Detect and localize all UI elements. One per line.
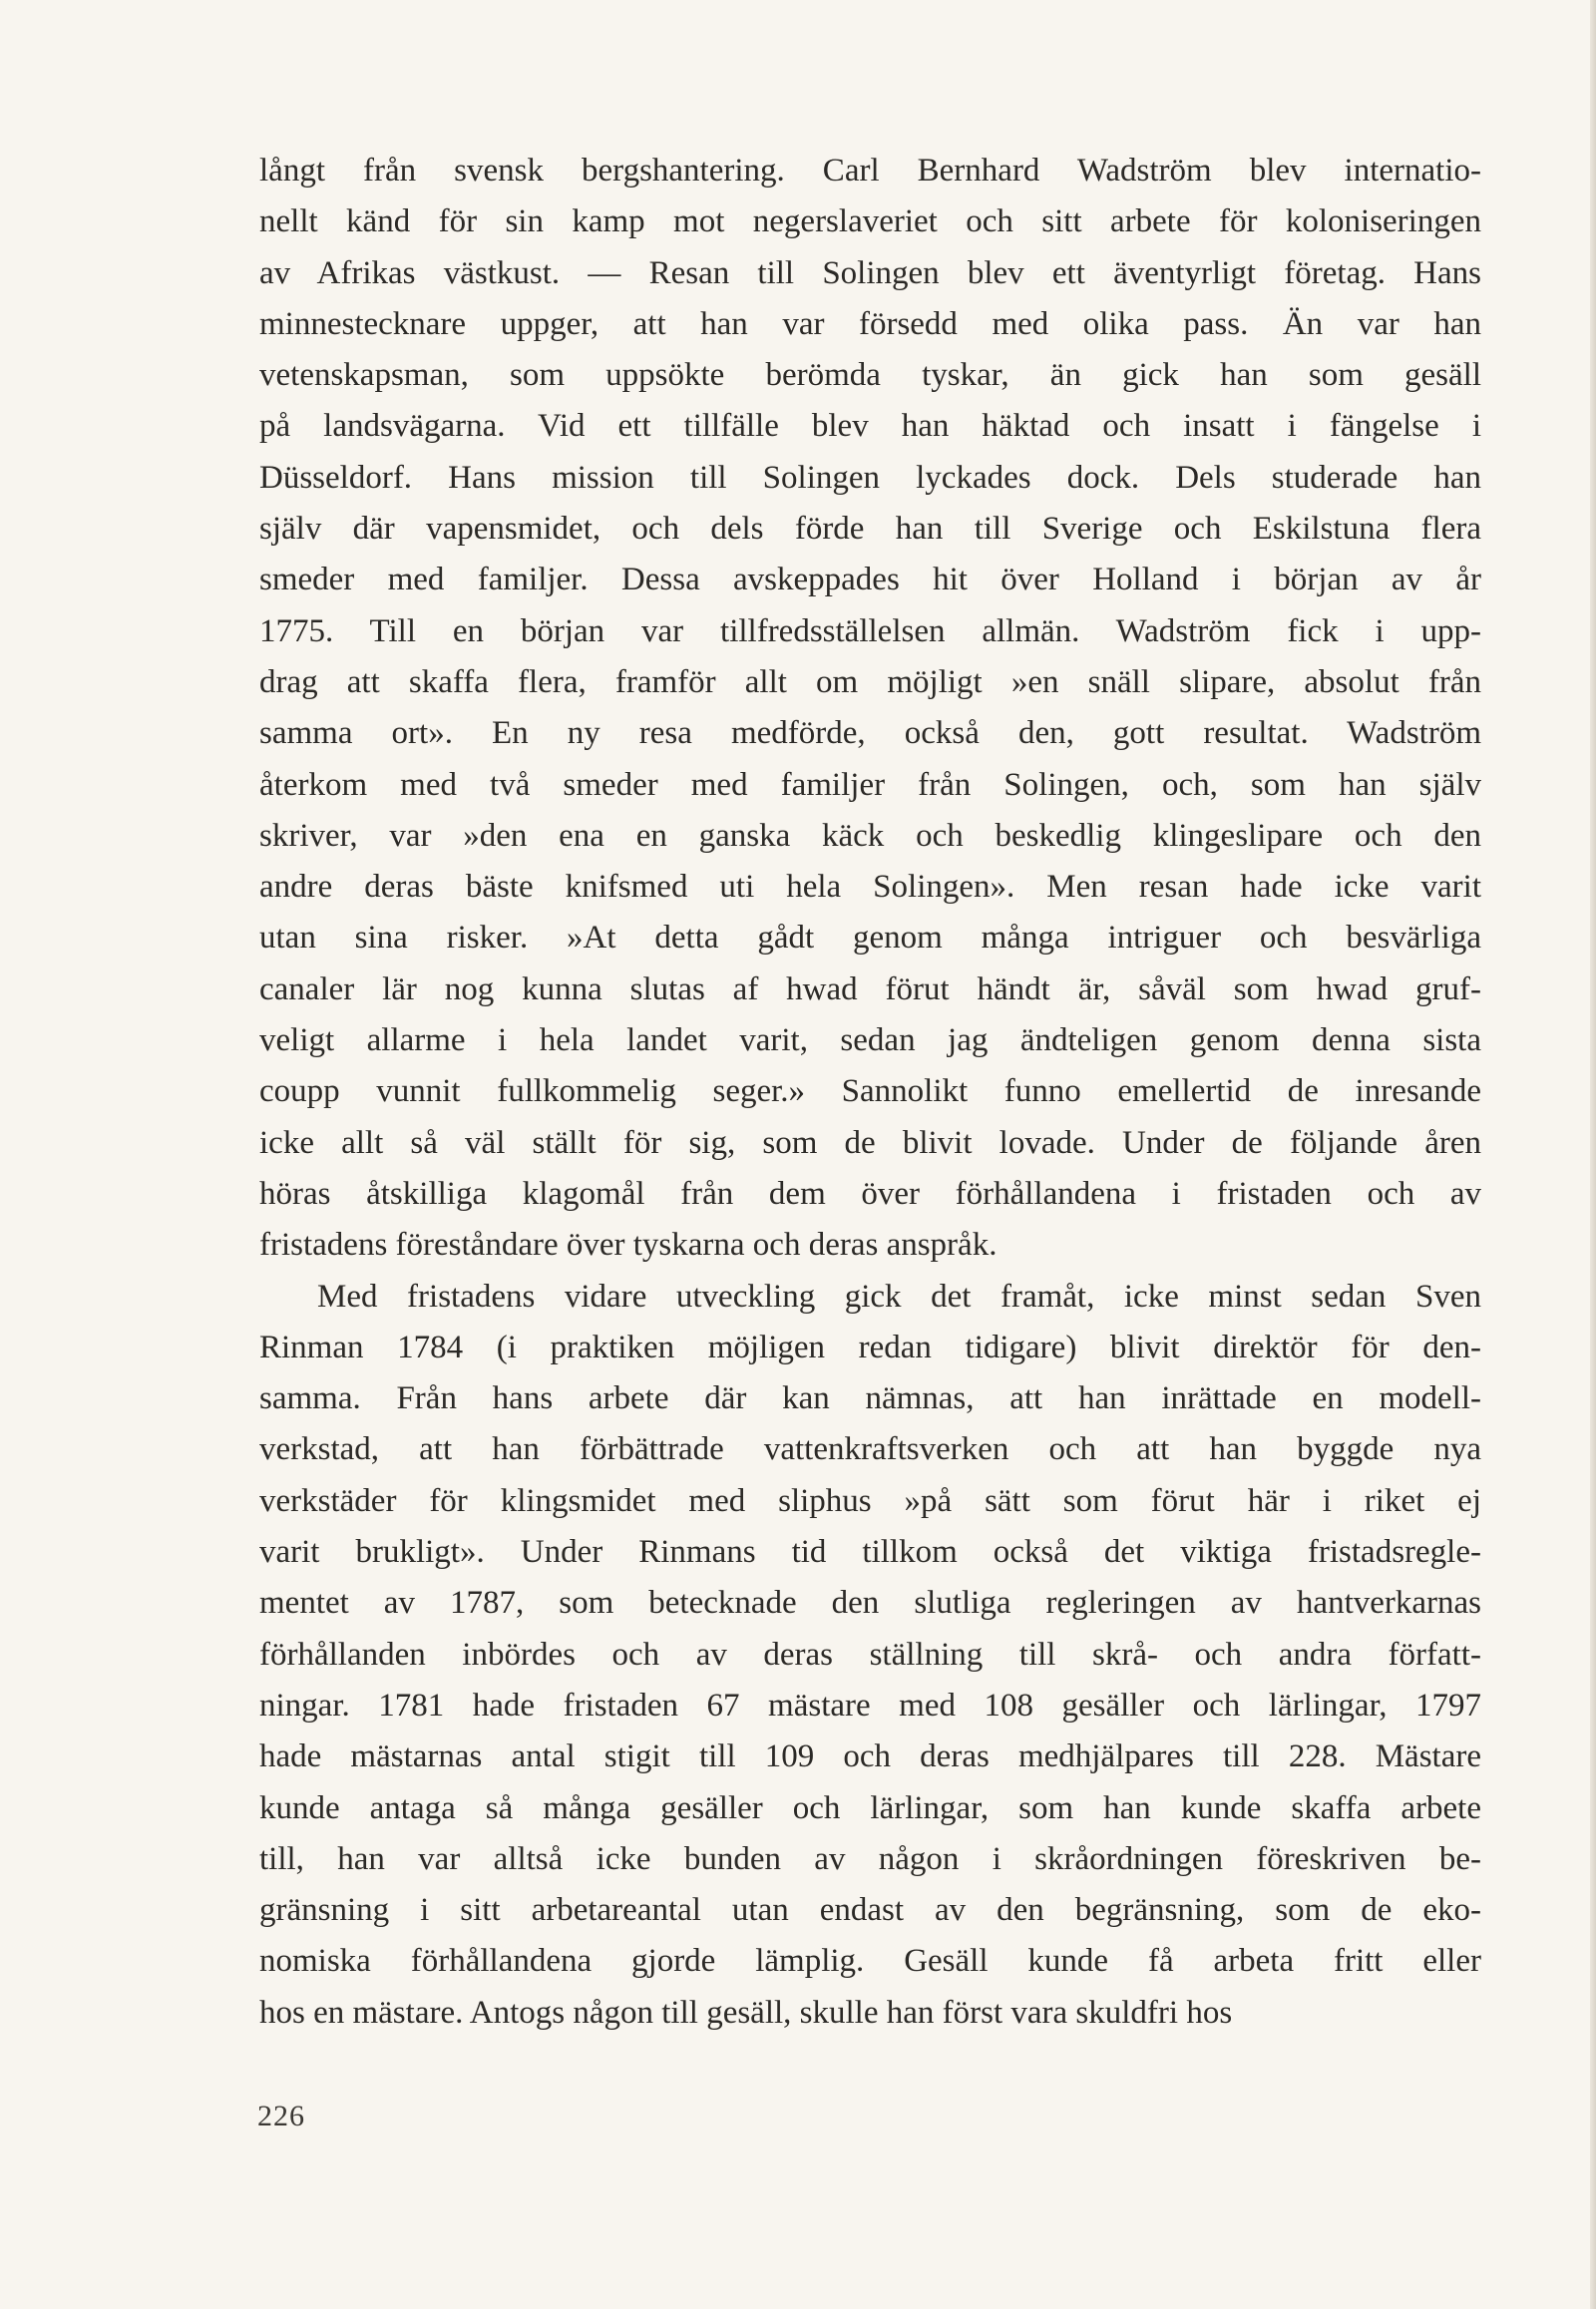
text-line: skriver, var »den ena en ganska käck och beskedlig klingeslipare och den: [259, 817, 1481, 854]
text-line: veligt allarme i hela landet varit, sedan jag ändteligen genom denna sista: [259, 1022, 1481, 1059]
text-line: Düsseldorf. Hans mission till Solingen lyckades dock. Dels studerade han: [259, 459, 1481, 496]
text-line: gränsning i sitt arbetareantal utan endast av den begränsning, som de eko-: [259, 1892, 1481, 1929]
text-line: nomiska förhållandena gjorde lämplig. Gesäll kunde få arbeta fritt eller: [259, 1943, 1481, 1980]
text-line: vetenskapsman, som uppsökte berömda tyskar, än gick han som gesäll: [259, 357, 1481, 394]
text-line: canaler lär nog kunna slutas af hwad förut händt är, såväl som hwad gruf-: [259, 970, 1481, 1007]
text-line: verkstäder för klingsmidet med sliphus »på sätt som förut här i riket ej: [259, 1482, 1481, 1519]
text-line: förhållanden inbördes och av deras ställning till skrå- och andra författ-: [259, 1636, 1481, 1673]
text-line: 1775. Till en början var tillfredsställelsen allmän. Wadström fick i upp-: [259, 612, 1481, 649]
text-line: samma ort». En ny resa medförde, också den, gott resultat. Wadström: [259, 715, 1481, 752]
text-line: mentet av 1787, som betecknade den slutliga regleringen av hantverkarnas: [259, 1585, 1481, 1622]
text-line: ningar. 1781 hade fristaden 67 mästare med 108 gesäller och lärlingar, 1797: [259, 1687, 1481, 1724]
text-line: verkstad, att han förbättrade vattenkraftsverken och att han byggde nya: [259, 1431, 1481, 1468]
paragraph: [259, 1272, 1481, 2039]
text-line: till, han var alltså icke bunden av någon i skråordningen föreskriven be-: [259, 1840, 1481, 1877]
text-line: av Afrikas västkust. — Resan till Solingen blev ett äventyrligt företag. Hans: [259, 254, 1481, 291]
text-line: långt från svensk bergshantering. Carl Bernhard Wadström blev internatio-: [259, 153, 1481, 189]
text-line: Med fristadens vidare utveckling gick det framåt, icke minst sedan Sven: [317, 1278, 1481, 1315]
text-line: coupp vunnit fullkommelig seger.» Sannolikt funno emellertid de inresande: [259, 1073, 1481, 1110]
text-line: fristadens föreståndare över tyskarna och deras anspråk.: [259, 1227, 998, 1264]
text-line: drag att skaffa flera, framför allt om möjligt »en snäll slipare, absolut från: [259, 663, 1481, 700]
text-line: höras åtskilliga klagomål från dem över förhållandena i fristaden och av: [259, 1175, 1481, 1212]
text-line: samma. Från hans arbete där kan nämnas, att han inrättade en modell-: [259, 1380, 1481, 1417]
text-line: Rinman 1784 (i praktiken möjligen redan tidigare) blivit direktör för den-: [259, 1329, 1481, 1365]
text-line: nellt känd för sin kamp mot negerslaveriet och sitt arbete för koloniseringen: [259, 203, 1481, 240]
text-line: andre deras bäste knifsmed uti hela Solingen». Men resan hade icke varit: [259, 869, 1481, 906]
text-line: smeder med familjer. Dessa avskeppades hit över Holland i början av år: [259, 562, 1481, 598]
body-text: [259, 146, 1481, 2039]
page-edge: [1590, 0, 1596, 2309]
text-line: själv där vapensmidet, och dels förde han till Sverige och Eskilstuna flera: [259, 511, 1481, 548]
text-line: minnestecknare uppger, att han var försedd med olika pass. Än var han: [259, 305, 1481, 342]
text-line: utan sina risker. »At detta gådt genom många intriguer och besvärliga: [259, 920, 1481, 957]
page-number: 226: [257, 2100, 305, 2132]
text-line: kunde antaga så många gesäller och lärlingar, som han kunde skaffa arbete: [259, 1789, 1481, 1826]
text-line: hade mästarnas antal stigit till 109 och deras medhjälpares till 228. Mästare: [259, 1738, 1481, 1775]
paragraph: [259, 146, 1481, 1272]
text-line: varit brukligt». Under Rinmans tid tillkom också det viktiga fristadsregle-: [259, 1534, 1481, 1571]
text-line: hos en mästare. Antogs någon till gesäll, skulle han först vara skuldfri hos: [259, 1994, 1233, 2031]
text-line: på landsvägarna. Vid ett tillfälle blev han häktad och insatt i fängelse i: [259, 408, 1481, 445]
text-line: icke allt så väl ställt för sig, som de blivit lovade. Under de följande åren: [259, 1124, 1481, 1161]
text-line: återkom med två smeder med familjer från Solingen, och, som han själv: [259, 766, 1481, 803]
